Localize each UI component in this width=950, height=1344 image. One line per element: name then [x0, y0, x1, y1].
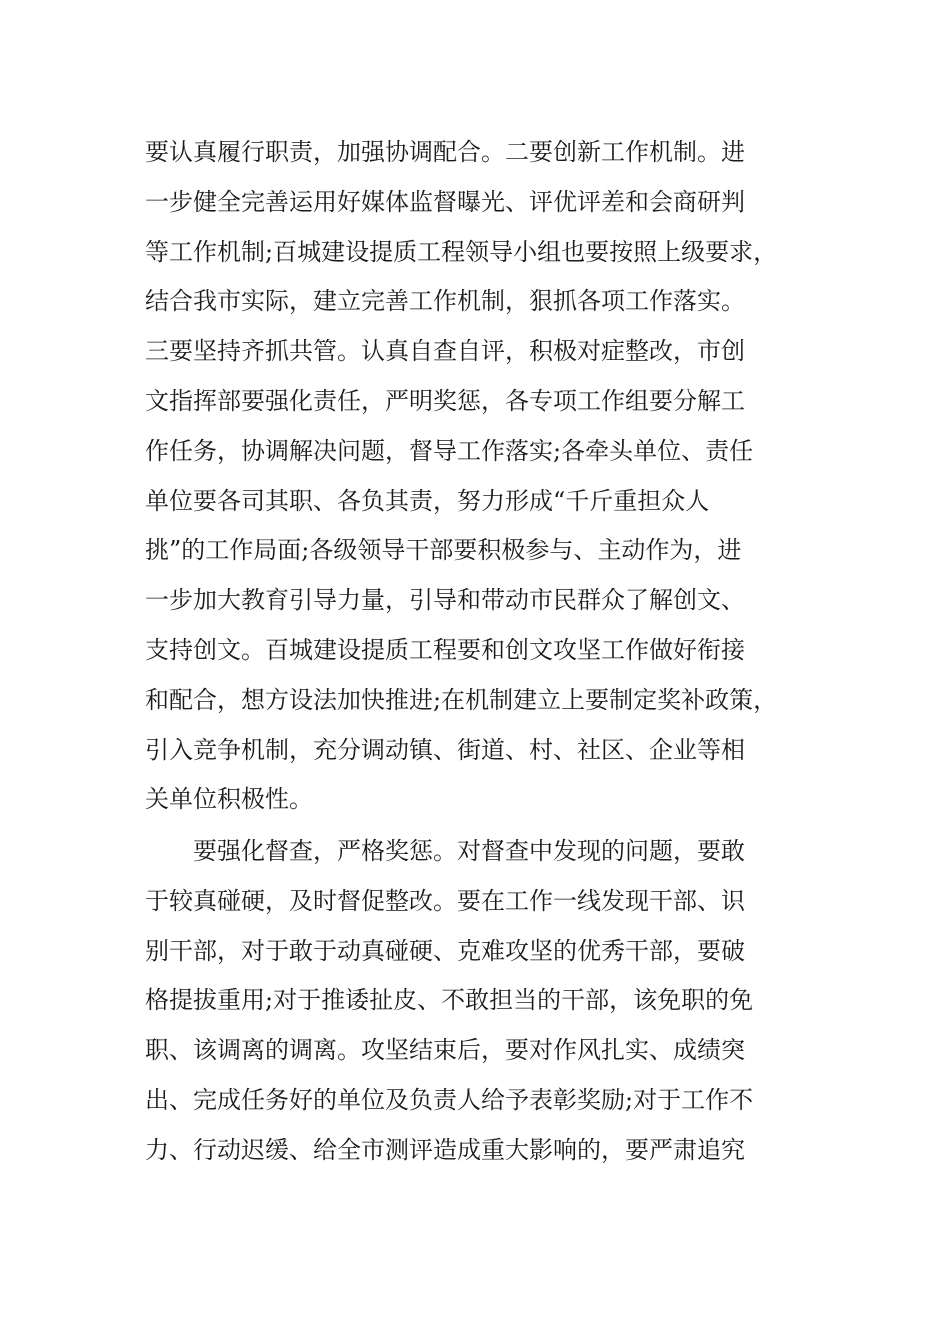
paragraph-2 — [145, 827, 815, 1176]
text-line: 等工作机制;百城建设提质工程领导小组也要按照上级要求， — [145, 237, 778, 266]
text-line: 一步加大教育引导力量，引导和带动市民群众了解创文、 — [145, 586, 745, 615]
text-line: 格提拔重用;对于推诿扯皮、不敢担当的干部，该免职的免 — [145, 986, 754, 1015]
text-line: 职、该调离的调离。攻坚结束后，要对作风扎实、成绩突 — [145, 1036, 745, 1065]
text-line: 关单位积极性。 — [145, 785, 313, 814]
text-line: 单位要各司其职、各负其责，努力形成“千斤重担众人 — [145, 486, 710, 515]
paragraph-1 — [145, 128, 815, 825]
text-line: 要强化督查，严格奖惩。对督查中发现的问题，要敢 — [145, 837, 745, 865]
text-line: 引入竞争机制，充分调动镇、街道、村、社区、企业等相 — [145, 735, 745, 764]
text-line: 于较真碰硬，及时督促整改。要在工作一线发现干部、识 — [145, 886, 745, 915]
text-line: 挑”的工作局面;各级领导干部要积极参与、主动作为，进 — [145, 536, 742, 565]
text-line: 要认真履行职责，加强协调配合。二要创新工作机制。进 — [145, 138, 745, 166]
text-line: 力、行动迟缓、给全市测评造成重大影响的，要严肃追究 — [145, 1135, 745, 1164]
text-line: 结合我市实际，建立完善工作机制，狠抓各项工作落实。 — [145, 287, 745, 316]
text-line: 别干部，对于敢于动真碰硬、克难攻坚的优秀干部，要破 — [145, 936, 745, 965]
text-line: 三要坚持齐抓共管。认真自查自评，积极对症整改，市创 — [145, 337, 745, 366]
text-line: 出、完成任务好的单位及负责人给予表彰奖励;对于工作不 — [145, 1085, 754, 1114]
text-line: 文指挥部要强化责任，严明奖惩，各专项工作组要分解工 — [145, 386, 745, 415]
text-line: 作任务，协调解决问题，督导工作落实;各牵头单位、责任 — [145, 436, 754, 465]
text-line: 支持创文。百城建设提质工程要和创文攻坚工作做好衔接 — [145, 635, 745, 664]
text-line: 和配合，想方设法加快推进;在机制建立上要制定奖补政策， — [145, 685, 778, 714]
text-line: 一步健全完善运用好媒体监督曝光、评优评差和会商研判 — [145, 187, 745, 216]
